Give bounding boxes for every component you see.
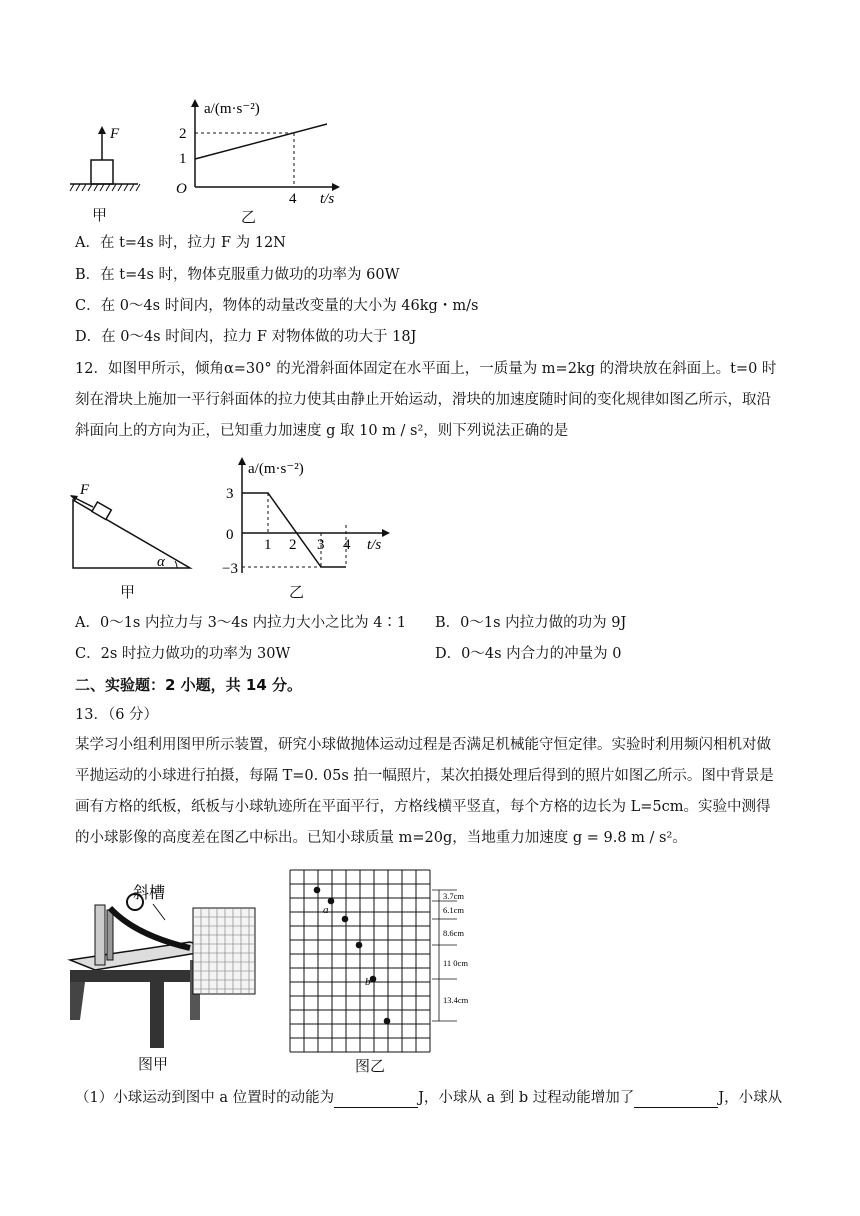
- q11-option-d: D．在 0～4s 时间内，拉力 F 对物体做的功大于 18J: [75, 329, 417, 345]
- q13-stem-line2: 平抛运动的小球进行拍摄，每隔 T=0. 05s 拍一幅照片，某次拍摄处理后得到的照片如图乙所示。图中背景是: [75, 768, 774, 784]
- q13-question-1: [75, 1088, 782, 1108]
- answer-blank-1[interactable]: [334, 1093, 418, 1108]
- q12-stem-line2: 刻在滑块上施加一平行斜面体的拉力使其由静止开始运动，滑块的加速度随时间的变化规律如图乙所示，取沿: [75, 392, 771, 408]
- y-tick-2: 2: [179, 126, 187, 142]
- ball-image: [328, 898, 335, 905]
- q11-figure-yi: [170, 95, 350, 210]
- chute-label: 斜槽: [133, 885, 166, 902]
- q12-fig-jia-caption: 甲: [120, 583, 136, 601]
- point-a-label: a: [323, 904, 329, 916]
- graph-line: [242, 493, 346, 567]
- q12-figure-yi: [222, 455, 402, 580]
- q11-option-a: A．在 t=4s 时，拉力 F 为 12N: [75, 235, 286, 251]
- y-tick-3: 3: [226, 486, 234, 502]
- force-label: F: [110, 126, 120, 142]
- q13-q1-text-1: （1）小球运动到图中 a 位置时的动能为: [75, 1090, 335, 1106]
- gap-label-4: 11 0cm: [443, 958, 468, 968]
- x-tick-4: 4: [343, 537, 351, 553]
- y-axis-label: a/(m·s⁻²): [248, 461, 304, 477]
- q13-fig-jia-caption: 图甲: [138, 1055, 169, 1073]
- q11-option-b: B．在 t=4s 时，物体克服重力做功的功率为 60W: [75, 267, 400, 283]
- q11-fig-jia-caption: 甲: [92, 206, 108, 224]
- q13-stem-line4: 的小球影像的高度差在图乙中标出。已知小球质量 m=20g，当地重力加速度 g = 9.8 m / s²。: [75, 830, 687, 846]
- q12-option-a: A．0～1s 内拉力与 3～4s 内拉力大小之比为 4∶1: [75, 615, 407, 631]
- gap-label-5: 13.4cm: [443, 995, 469, 1005]
- q13-figure-jia: [65, 880, 265, 1050]
- q13-stem-line3: 画有方格的纸板，纸板与小球轨迹所在平面平行，方格线横平竖直，每个方格的边长为 L=5cm。实验中测得: [75, 799, 771, 815]
- q12-fig-yi-caption: 乙: [289, 583, 305, 601]
- y-tick-neg3: −3: [222, 561, 238, 577]
- q13-number: 13．（6 分）: [75, 707, 159, 723]
- x-axis-label: t/s: [367, 537, 382, 553]
- x-tick-1: 1: [264, 537, 272, 553]
- y-tick-0: 0: [226, 527, 234, 543]
- q12-figure-jia: [65, 480, 200, 575]
- point-b-label: b: [365, 976, 371, 988]
- section-heading: 二、实验题：2 小题，共 14 分。: [75, 676, 302, 694]
- ball-image: [342, 916, 349, 923]
- q12-option-c: C．2s 时拉力做功的功率为 30W: [75, 646, 291, 662]
- x-tick-4: 4: [289, 191, 297, 207]
- q13-figure-yi: [285, 868, 505, 1058]
- q13-fig-yi-caption: 图乙: [355, 1057, 386, 1075]
- gap-label-1: 3.7cm: [443, 891, 465, 901]
- graph-line: [195, 124, 327, 159]
- angle-label: α: [157, 554, 165, 570]
- q13-stem-line1: 某学习小组利用图甲所示装置，研究小球做抛体运动过程是否满足机械能守恒定律。实验时利用频闪相机对做: [75, 737, 771, 753]
- x-tick-3: 3: [317, 537, 325, 553]
- y-axis-label: a/(m·s⁻²): [204, 101, 260, 117]
- ball-image: [370, 976, 377, 983]
- origin-label: O: [176, 181, 187, 197]
- q12-option-d: D．0～4s 内合力的冲量为 0: [435, 646, 622, 662]
- answer-blank-2[interactable]: [634, 1093, 718, 1108]
- q12-stem-line3: 斜面向上的方向为正，已知重力加速度 g 取 10 m / s²，则下列说法正确的是: [75, 423, 569, 439]
- q12-option-b: B．0～1s 内拉力做的功为 9J: [435, 615, 627, 631]
- ball-image: [314, 887, 321, 894]
- gap-label-2: 6.1cm: [443, 905, 465, 915]
- x-tick-2: 2: [289, 537, 297, 553]
- ball-image: [356, 942, 363, 949]
- x-axis-label: t/s: [320, 191, 335, 207]
- ball-image: [384, 1018, 391, 1025]
- q12-stem-line1: 12．如图甲所示，倾角α=30° 的光滑斜面体固定在水平面上，一质量为 m=2kg 的滑块放在斜面上。t=0 时: [75, 361, 777, 377]
- q13-q1-text-2: J，小球从 a 到 b 过程动能增加了: [418, 1090, 635, 1106]
- q13-q1-text-3: J，小球从: [718, 1090, 783, 1106]
- q11-fig-yi-caption: 乙: [241, 208, 257, 226]
- q11-option-c: C．在 0～4s 时间内，物体的动量改变量的大小为 46kg・m/s: [75, 298, 479, 314]
- force-label: F: [80, 482, 90, 498]
- y-tick-1: 1: [179, 151, 187, 167]
- gap-label-3: 8.6cm: [443, 928, 465, 938]
